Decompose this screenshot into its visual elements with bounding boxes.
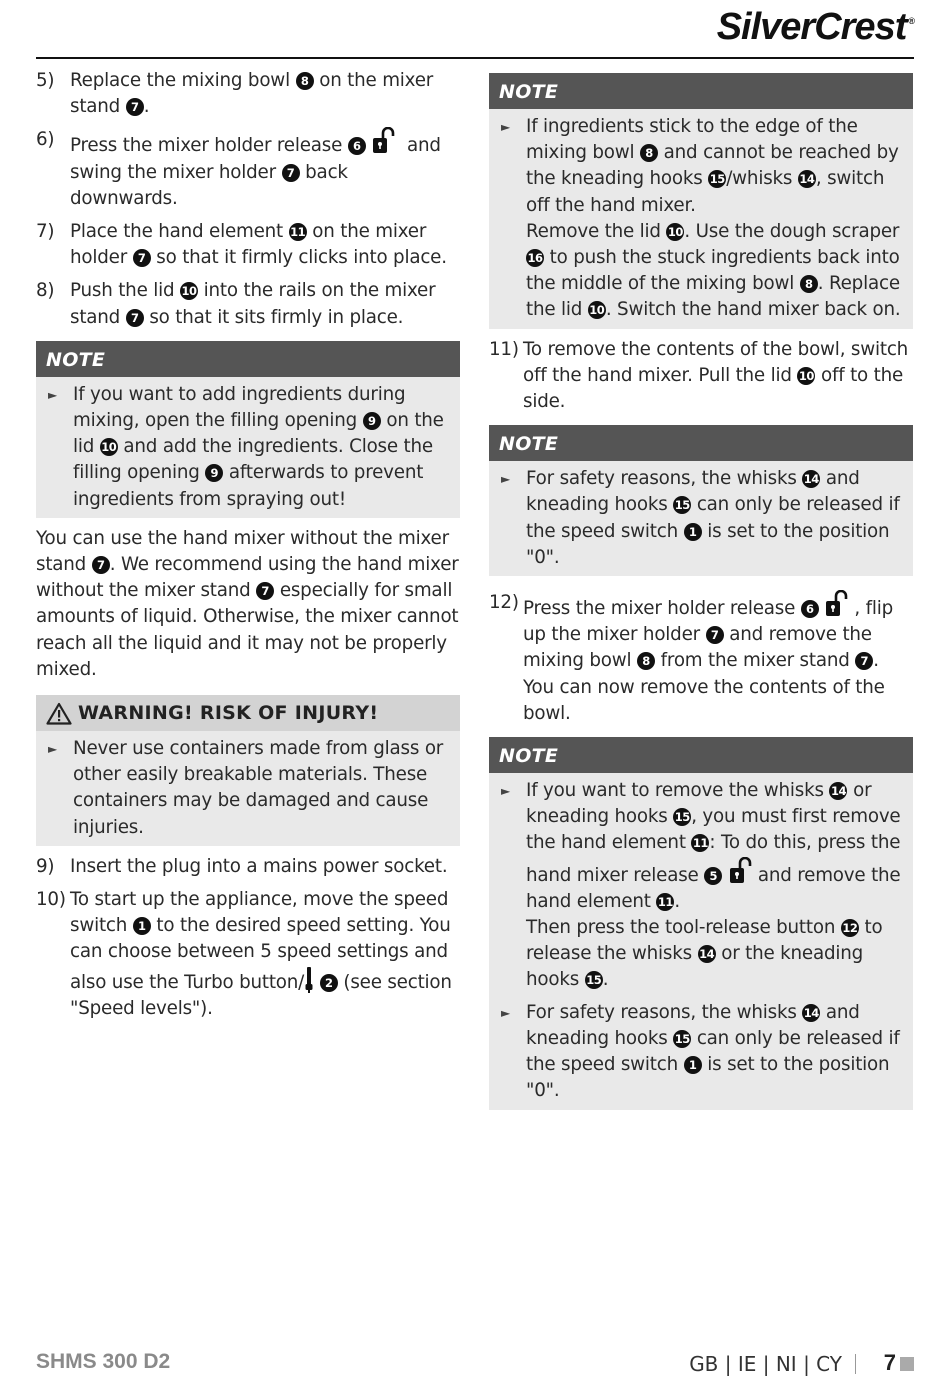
ref-number: 7 <box>256 582 274 600</box>
ref-number: 8 <box>640 144 658 162</box>
ref-number: 15 <box>674 498 690 513</box>
brand-logo: SilverCrest ® <box>716 6 914 48</box>
note-box <box>36 341 460 518</box>
padlock-open-icon <box>824 590 854 618</box>
page-marker <box>900 1357 914 1371</box>
padlock-open-icon <box>728 857 758 885</box>
page-footer <box>36 1350 914 1380</box>
bullet-arrow-icon: ► <box>501 120 511 134</box>
ref-number: 10 <box>101 440 117 455</box>
step-10: 10) To start up the appliance, move the speed switch 1 to the desired speed setting. You can choose between 5 speed settings and also use the Turbo button/ 2 (see section "Speed levels"). <box>36 889 452 1019</box>
note-bullet: ► For safety reasons, the whisks 14 and kneading hooks 15 can only be released if the speed switch 1 is set to the position "0". <box>501 1001 900 1102</box>
bullet-arrow-icon: ► <box>501 472 511 487</box>
bullet-arrow-icon: ► <box>48 742 58 757</box>
note-bullet: ► For safety reasons, the whisks 14 and kneading hooks 15 can only be released if the speed switch 1 is set to the position "0". <box>501 468 900 568</box>
step-7: 7) Place the hand element 11 on the mixer holder 7 so that it firmly clicks into place. <box>36 221 447 269</box>
note-box <box>489 73 913 329</box>
ref-number: 6 <box>801 600 819 618</box>
ref-number: 7 <box>282 164 300 182</box>
ref-number: 9 <box>205 464 223 482</box>
ref-number: 5 <box>704 867 722 885</box>
note-box <box>489 737 913 1109</box>
ref-number: 11 <box>692 836 708 851</box>
ref-number: 14 <box>699 947 715 962</box>
note-heading: NOTE <box>489 737 913 773</box>
step-12: 12) Press the mixer holder release 6 , flip up the mixer holder 7 and remove the mixing bowl 8 from the mixer stand 7 . You can now remove the contents of the bowl. <box>489 592 894 724</box>
ref-number: 16 <box>527 251 543 266</box>
ref-number: 14 <box>803 472 819 487</box>
model-number: SHMS 300 D2 <box>36 1350 171 1373</box>
note-bullet: ► If you want to add ingredients during mixing, open the filling opening 9 on the lid 10 and add the ingredients. Close the filling opening 9 afterwards to prevent ingredients from spraying out! <box>48 383 444 510</box>
turbo-icon <box>304 966 314 994</box>
header-rule <box>36 57 914 59</box>
ref-number: 14 <box>803 1005 819 1020</box>
warning-heading: WARNING! RISK OF INJURY! <box>36 695 460 731</box>
padlock-open-icon <box>371 127 401 155</box>
footer-separator <box>855 1354 856 1374</box>
step-8: 8) Push the lid 10 into the rails on the mixer stand 7 so that it sits firmly in place. <box>36 280 436 328</box>
ref-number: 14 <box>830 784 846 799</box>
ref-number: 7 <box>855 652 873 670</box>
bullet-arrow-icon: ► <box>501 1005 511 1020</box>
ref-number: 8 <box>800 275 818 293</box>
language-codes: GB | IE | NI | CY <box>689 1352 842 1376</box>
ref-number: 8 <box>296 72 314 90</box>
ref-number: 1 <box>684 523 702 541</box>
ref-number: 10 <box>181 284 197 299</box>
ref-number: 15 <box>709 172 725 187</box>
ref-number: 12 <box>842 921 858 936</box>
ref-number: 14 <box>799 172 815 187</box>
warning-bullet: ► Never use containers made from glass or other easily breakable materials. These containers may be damaged and cause injuries. <box>48 738 444 838</box>
body-paragraph: You can use the hand mixer without the mixer stand 7 . We recommend using the hand mixer without the mixer stand 7 especially for small amounts of liquid. Otherwise, the mixer cannot reach all the liquid and it may not be properly mixed. <box>36 527 459 680</box>
ref-number: 7 <box>706 626 724 644</box>
ref-number: 10 <box>589 303 605 318</box>
bullet-arrow-icon: ► <box>48 387 58 402</box>
ref-number: 7 <box>92 556 110 574</box>
ref-number: 7 <box>133 249 151 267</box>
ref-number: 8 <box>637 652 655 670</box>
note-box <box>489 425 913 576</box>
step-9: 9) Insert the plug into a mains power socket. <box>36 855 448 877</box>
step-5: 5) Replace the mixing bowl 8 on the mixer stand 7 . <box>36 70 434 118</box>
step-11: 11) To remove the contents of the bowl, switch off the hand mixer. Pull the lid 10 off to the side. <box>489 338 909 413</box>
ref-number: 11 <box>290 225 306 240</box>
warning-triangle-icon <box>46 702 72 725</box>
ref-number: 7 <box>126 98 144 116</box>
ref-number: 1 <box>684 1056 702 1074</box>
step-6: 6) Press the mixer holder release 6 and swing the mixer holder 7 back downwards. <box>36 129 441 209</box>
note-heading: NOTE <box>489 425 913 461</box>
ref-number: 9 <box>363 412 381 430</box>
ref-number: 10 <box>798 368 814 383</box>
ref-number: 1 <box>133 917 151 935</box>
ref-number: 2 <box>320 974 338 992</box>
ref-number: 11 <box>657 894 673 909</box>
ref-number: 15 <box>674 1031 690 1046</box>
warning-box <box>36 695 460 846</box>
ref-number: 15 <box>586 973 602 988</box>
ref-number: 7 <box>126 309 144 327</box>
ref-number: 6 <box>348 137 366 155</box>
note-bullet: ► If ingredients stick to the edge of the mixing bowl 8 and cannot be reached by the kneading hooks 15/whisks 14, switch off the hand mixer. Remove the lid 10. Use the dough scraper 16 to push the stuck ingredients back into the middle of the mixing bowl 8 . Replace the lid 10. Switch the hand mixer back on. <box>501 116 901 321</box>
ref-number: 15 <box>674 810 690 825</box>
left-column <box>36 68 460 1029</box>
note-bullet: ► If you want to remove the whisks 14 or kneading hooks 15, you must first remove the hand element 11: To do this, press the hand mixer release 5 and remove the hand element 11. Then press the tool-release button 12 to release the whisks 14 or the kneading hooks 15. <box>501 780 901 991</box>
page-number: 7 <box>883 1350 896 1375</box>
ref-number: 10 <box>667 224 683 239</box>
note-heading: NOTE <box>489 73 913 109</box>
right-column <box>489 68 913 1118</box>
bullet-arrow-icon: ► <box>501 784 511 799</box>
note-heading: NOTE <box>36 341 460 377</box>
